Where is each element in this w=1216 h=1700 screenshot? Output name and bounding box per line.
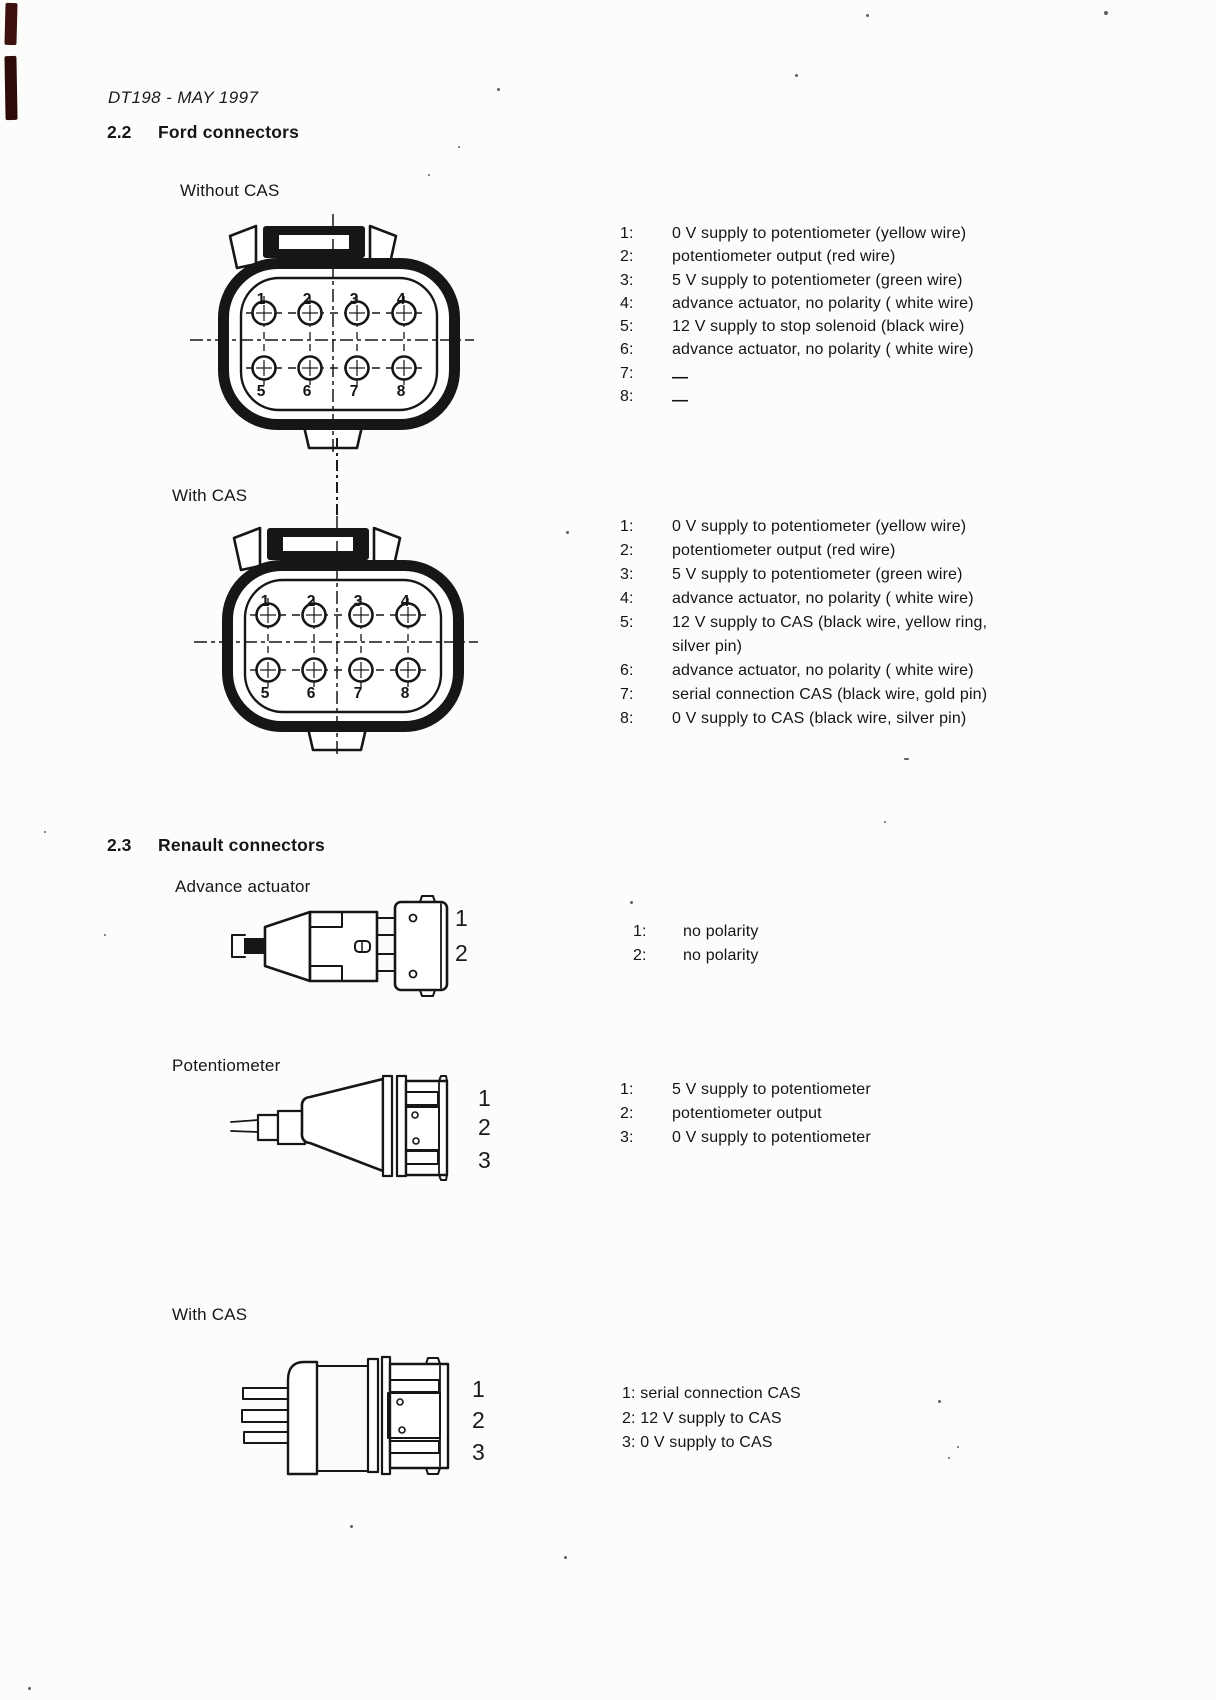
pin-description: advance actuator, no polarity ( white wire) xyxy=(672,294,974,312)
section-number-renault: 2.3 xyxy=(107,835,132,855)
noise-speck xyxy=(938,1400,941,1403)
noise-speck xyxy=(497,88,500,91)
pin-list-potentiometer xyxy=(620,1078,871,1150)
scan-edge-mark xyxy=(4,56,17,120)
pin-number: 8: xyxy=(620,387,634,405)
pin-number: 7: xyxy=(620,686,634,703)
pin-row xyxy=(633,944,758,968)
pin-description: silver pin) xyxy=(672,638,743,655)
noise-speck xyxy=(350,1525,353,1528)
ford-connector-with-cas-diagram xyxy=(186,514,486,759)
pin-description: — xyxy=(672,368,689,386)
diagram-pin-label: 2 xyxy=(455,940,468,966)
pin-number: 2: xyxy=(620,248,634,266)
pin-row xyxy=(620,611,987,635)
pin-number: 2: xyxy=(620,542,634,559)
pin-description: 5 V supply to potentiometer xyxy=(672,1081,871,1098)
pin-description: 0 V supply to potentiometer (yellow wire) xyxy=(672,225,967,242)
pin-list-advance-actuator xyxy=(633,920,758,968)
noise-speck xyxy=(564,1556,567,1559)
noise-speck xyxy=(795,74,798,77)
advance-actuator-connector-diagram xyxy=(215,893,480,1003)
pin-description: — xyxy=(672,391,689,409)
pin-description: potentiometer output (red wire) xyxy=(672,542,896,559)
pin-description: 12 V supply to stop solenoid (black wire) xyxy=(672,318,965,335)
diagram-pin-label: 2 xyxy=(478,1114,491,1140)
scan-edge-mark xyxy=(4,3,17,45)
noise-speck xyxy=(1104,11,1108,15)
pin-list-ford-without-cas xyxy=(620,222,974,408)
pin-list-ford-with-cas xyxy=(620,515,987,731)
noise-speck xyxy=(630,901,633,904)
noise-speck xyxy=(948,1457,950,1459)
pin-description: serial connection CAS (black wire, gold pin) xyxy=(672,686,988,703)
noise-speck xyxy=(884,821,886,823)
pin-row xyxy=(620,292,974,315)
centerline-extension xyxy=(336,438,338,516)
pin-row xyxy=(620,362,974,385)
pin-row xyxy=(620,1078,871,1102)
diagram-pin-label: 3 xyxy=(478,1147,491,1173)
noise-speck xyxy=(28,1687,31,1690)
document-header: DT198 - MAY 1997 xyxy=(108,88,259,107)
diagram-pin-label: 1 xyxy=(478,1085,491,1111)
pin-description: no polarity xyxy=(683,947,759,964)
section-title-renault: Renault connectors xyxy=(158,835,325,855)
pin-row xyxy=(620,707,987,731)
pin-row xyxy=(620,1102,871,1126)
diagram-pin-label: 1 xyxy=(455,905,468,931)
pin-description: 0 V supply to CAS (black wire, silver pin) xyxy=(672,710,967,727)
noise-speck xyxy=(957,1446,959,1448)
pin-row: 3: 0 V supply to CAS xyxy=(622,1434,773,1451)
pin-row xyxy=(620,539,987,563)
noise-speck xyxy=(566,531,569,534)
pin-number: 4: xyxy=(620,590,634,607)
pin-description: 12 V supply to CAS (black wire, yellow ring, xyxy=(672,614,988,631)
pin-description: no polarity xyxy=(683,923,759,940)
renault-with-cas-connector-diagram xyxy=(240,1350,490,1480)
pin-row: 1: serial connection CAS xyxy=(622,1385,801,1402)
pin-description: advance actuator, no polarity ( white wire) xyxy=(672,341,974,359)
pin-number: 2: xyxy=(633,947,647,964)
pin-row xyxy=(620,222,974,245)
pin-number: 3: xyxy=(620,1129,634,1146)
pin-number: 1: xyxy=(633,923,647,940)
diagram-pin-label: 3 xyxy=(472,1439,485,1465)
pin-description: 0 V supply to potentiometer xyxy=(672,1129,871,1146)
label-potentiometer: Potentiometer xyxy=(172,1056,281,1075)
pin-row xyxy=(620,515,987,539)
pin-number: 5: xyxy=(620,318,634,335)
pin-row xyxy=(620,338,974,361)
pin-number: 4: xyxy=(620,294,634,312)
pin-number: 6: xyxy=(620,341,634,359)
pin-number: 8: xyxy=(620,710,634,727)
pin-row xyxy=(620,563,987,587)
pin-row xyxy=(620,315,974,338)
pin-row xyxy=(633,920,758,944)
pin-row xyxy=(620,245,974,268)
pin-description: potentiometer output xyxy=(672,1105,822,1122)
noise-speck xyxy=(866,14,869,17)
pin-number: 3: xyxy=(620,566,634,583)
pin-description: advance actuator, no polarity ( white wire) xyxy=(672,590,974,607)
pin-number: 5: xyxy=(620,614,634,631)
potentiometer-connector-diagram xyxy=(215,1072,505,1184)
pin-row xyxy=(620,659,987,683)
pin-number: 6: xyxy=(620,662,634,679)
pin-number: 1: xyxy=(620,225,634,242)
pin-list-renault-with-cas xyxy=(622,1382,801,1456)
pin-row xyxy=(620,683,987,707)
diagram-pin-label: 2 xyxy=(472,1407,485,1433)
pin-row xyxy=(620,269,974,292)
pin-number: 1: xyxy=(620,518,634,535)
pin-row: 2: 12 V supply to CAS xyxy=(622,1409,782,1427)
noise-speck xyxy=(458,146,460,148)
label-advance-actuator: Advance actuator xyxy=(175,877,311,896)
pin-number: 7: xyxy=(620,364,634,382)
pin-number: 1: xyxy=(620,1081,634,1098)
pin-row xyxy=(620,385,974,408)
noise-speck xyxy=(44,831,46,833)
noise-speck xyxy=(428,174,430,176)
diagram-pin-label: 1 xyxy=(472,1376,485,1402)
pin-row xyxy=(620,587,987,611)
section-title-ford: Ford connectors xyxy=(158,122,300,142)
pin-description: advance actuator, no polarity ( white wire) xyxy=(672,662,974,679)
label-ford-without-cas: Without CAS xyxy=(180,181,280,200)
pin-description: potentiometer output (red wire) xyxy=(672,248,896,266)
noise-speck xyxy=(904,758,909,760)
noise-speck xyxy=(104,934,106,936)
pin-description: 5 V supply to potentiometer (green wire) xyxy=(672,566,963,583)
pin-number: 3: xyxy=(620,271,634,289)
pin-description: 0 V supply to potentiometer (yellow wire) xyxy=(672,518,967,535)
section-number-ford: 2.2 xyxy=(107,122,132,142)
pin-row xyxy=(620,1126,871,1150)
ford-connector-without-cas-diagram xyxy=(182,212,482,457)
label-ford-with-cas: With CAS xyxy=(172,486,248,505)
pin-description: 5 V supply to potentiometer (green wire) xyxy=(672,271,963,289)
label-renault-with-cas: With CAS xyxy=(172,1305,248,1324)
pin-number: 2: xyxy=(620,1105,634,1122)
pin-row xyxy=(620,635,987,659)
